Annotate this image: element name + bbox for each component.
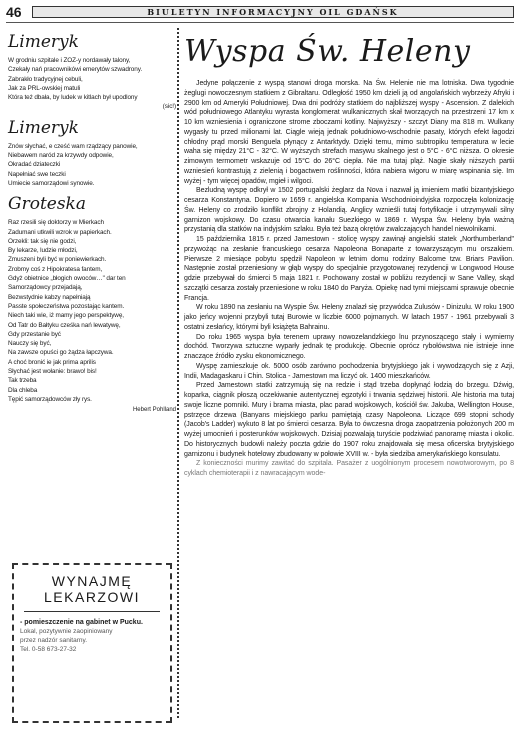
poem-line: Jak za PRL-owskiej matuli — [8, 84, 81, 92]
poem-line: Która też dbała, by ludek w kitlach był upodlony — [8, 94, 138, 102]
ad-line: przez nadzór sanitarny. — [20, 637, 88, 644]
poem-title: Limeryk — [8, 117, 79, 138]
poem-line: Od Tatr do Bałtyku cześka nań lewatywę, — [8, 321, 121, 329]
poem-line: Passte społeczeństwa pozostając kantem. — [8, 302, 125, 310]
article-paragraph: Jedyne połączenie z wyspą stanowi droga morska. Na Św. Helenie nie ma lotniska. Dwa tygodnie żeglugi nowoczesnym statkiem z Gibraltaru. Odległość 1950 km dzieli ją od angolańskich wybrzeży Afryki i 2900 km od Ameryki Południowej. Dwa dni podróży statkiem do najbliższej wyspy - Ascension. Z dalekich wód południowego Atlantyku wyrasta konglomerat wulkanicznych skał tworzących na przestrzeni 17 km x 10 km wzniesienia i ograniczone strome zboczami kotliny. Najwyższy - szczyt Diany ma 818 m. Wulkany wygasły tu przed milionami lat. Ciągle wieją jednak południowo-wschodnie pasaty, których efekt łagodzi chłodny prąd morski Benguela płynący z Antarktydy. Dzięki temu, mimo subtropiku temperatura w lecie waha się między 21°C - 32°C. W wyższych strefach masywu skalnego jest o 5°C - 6°C niższa. O okresie zimowym termometr wskazuje od 15°C do 26°C ciepła. Nie ma tutaj pląż. Nagie skały niższych partii wzniesień kontrastują z zielenią i bogactwem roślinności, która nabiera wigoru w miarę wspinania się. Im wyżej - tym więcej opadów, mgieł i wilgoci. — [184, 80, 514, 185]
poem-line: Tak trzeba — [8, 377, 37, 385]
ad-phone: Tel. 0-58 673-27-32 — [20, 646, 77, 653]
poem-line: Na zawsze opuści go żądza łapczywa. — [8, 349, 114, 357]
poem — [8, 32, 176, 112]
poem-line: Gdy przestanie być — [8, 330, 61, 338]
poem-line: Zmuszeni byli być w poniewierkach. — [8, 256, 107, 264]
article-paragraph: Bezludną wyspę odkrył w 1502 portugalski żeglarz da Nova i nazwał ją imieniem matki bizantyjskiego cesarza Konstantyna. Dopiero w 1659 r. angielska Kompania Wschodnioindyjska rozpoczęła kolonizację Św. Heleny co zrodziło konflikt zbrojny z Holandią. Anglicy wznieśli tutaj fortyfikacje i utrzymywali silny garnizon wojskowy. Do czasu otwarcia kanału Suezkiego w 1869 r. Wyspa Św. Heleny była ważną przystanią dla statków na indyjskim szlaku. Była też bazą okrętów zwalczających handel niewolnikami. — [184, 187, 514, 234]
poem-note: (sic!) — [162, 103, 176, 111]
poem-author: Hebert Pohlland — [132, 407, 176, 414]
article-paragraph: Do roku 1965 wyspa była terenem uprawy nowozelandzkiego lnu przynoszącego stały i wymierny dochód. Tworzywa sztuczne wyparły jednak tę produkcję. Obecnie oprócz rybołówstwa nie istnieje inne znaczące źródło zysku ekonomicznego. — [184, 333, 514, 360]
poem-line: Nauczy się być, — [8, 340, 52, 348]
poem — [8, 118, 176, 188]
poem — [8, 194, 176, 413]
poem-line: W grodniu szpitale i ZOZ-y nordawały talony, — [8, 57, 131, 64]
article-paragraph: 15 października 1815 r. przed Jamestown - stolicę wyspy zawinął angielski statek „Northumberland" przywożąc na zesłanie francuskiego cesarza Napoleona Bonaparte z towarzyszącym mu orszakiem. Pierwsze 2 miesiące pobytu spędził Napoleon w letnim domu rodziny Balcome tzw. Briars Pavilion. Następnie został przeniesiony w głąb wyspy do specjalnie przygotowanej rezydencji w Longwood House gdzie przebywał do śmierci 5 maja 1821 r. Pochowany został w pobliżu rezydencji w Sane Valley, skąd szczątki cesarza zostały przeniesione w roku 1840 do Paryża. Opiekę nad tymi miejscami sprawuje obecnie Francja. — [184, 236, 514, 302]
poem-line: Zadumani utkwili wzrok w papierkach. — [8, 228, 112, 236]
article-paragraph: Przed Jamestown statki zatrzymują się na redzie i stąd trzeba dopłynąć łodzią do brzegu. Dźwig, koparka, ciągnik płoszą oczekiwanie autentycznej egzotyki i trwania sędziwej historii. Ale historia ma tutaj swoje liczne pomniki. Mury i brama miasta, plac parad wojskowych, kościół św. Jakuba, Wellington House, pstrzęce drzewa (Banyans miejskiego parku pamiętają czasy Napoleona. Liczące 699 stopni schody (Jacob's Ladder) wykuto 8 lat po śmierci cesarza. Była to ówczesna droga zaopatrzenia położonych 200 m wyżej umocnień i posterunków wojskowych. Dzisiaj pozwalają turyście podziwiać panoramę miasta i okolic. Do historycznych budowli należy poczta gdzie do 1907 roku znajdowała się mesa oficerska brytyjskiego garnizonu i budynek hotelowy zbudowany w połowie XVIII w. - była siedziba amerykańskiego konsulatu. — [184, 382, 514, 458]
ad-title-line: LEKARZOWI — [44, 589, 140, 605]
poem-line: Zabrakło tradycyjnej cebuli, — [8, 75, 83, 83]
poem-line: Niebawem naród za krzywdy odpowie, — [8, 152, 114, 160]
poem-line: Raz rzesili się doktorzy w Mierkach — [8, 219, 104, 227]
page-number: 46 — [6, 4, 22, 20]
header-rule — [6, 22, 514, 23]
article-title: Wyspa Św. Heleny — [184, 34, 471, 69]
article-paragraph: Z konieczności murimy zawitać do szpitala. Pasażer z uogólnionym procesem nowotworowym, po 8 cyklach chemioterapii i z nawracającym wode- — [184, 460, 514, 477]
poem-line: Napełniać swe teczki — [8, 170, 66, 178]
column-divider — [177, 28, 179, 718]
article-paragraph: Wyspę zamieszkuje ok. 5000 osób zarówno pochodzenia brytyjskiego jak i wywodzących się z Azji, Indii, Madagaskaru i Chin. Stolica - Jamestown ma liczyć ok. 1400 mieszkańców. — [184, 362, 514, 380]
article — [184, 30, 514, 479]
poem-line: Słychać jest wołanie: brawo! bis! — [8, 368, 97, 376]
ad-line: Lokal, pozytywnie zaopiniowany — [20, 628, 113, 635]
poem-line: Okradać dziateczki — [8, 161, 61, 169]
poem-line: Tępić samorządowców zły rys. — [8, 395, 92, 403]
poem-line: Zrobmy coś z Hipokratesa fantem, — [8, 265, 103, 273]
ad-subtitle: - pomieszczenie na gabinet w Pucku. — [20, 619, 143, 626]
poem-line: Umiecie samorządowi synowie. — [8, 179, 95, 187]
poem-line: Znów słychać, e cześć wam rządzący panowie, — [8, 142, 138, 150]
article-paragraph: W roku 1890 na zesłaniu na Wyspie Św. Heleny znalazł się przywódca Zulusów - Dinizulu. W roku 1900 jako jeńcy wojenni przybyli tutaj Burowie w liczbie 6000 pojmanych. W latach 1957 - 1961 przebywali 3 ostatni zesłańcy, którymi byli książęta Bahrainu. — [184, 304, 514, 331]
poem-line: Dla chleba — [8, 386, 38, 394]
poems-column — [8, 26, 176, 413]
page-header — [6, 4, 514, 20]
poem-line: Bezwstydnie kabzy napełniają — [8, 293, 91, 301]
ad-divider — [24, 611, 160, 612]
poem-line: Orzekli: tak się nie godzi, — [8, 237, 77, 245]
poem-line: Czekały nań pracownikówi emerytów szwadrony. — [8, 66, 143, 74]
poem-title: Groteska — [8, 194, 86, 215]
classified-ad — [12, 563, 172, 723]
poem-line: Gdyż obietnice „błogich owoców…" dar ten — [8, 275, 126, 283]
poem-line: By lekarze, ludzie młodzi, — [8, 247, 78, 255]
poem-line: Niech taki wie, iż mamy jego perspektywę, — [8, 312, 124, 320]
poem-line: Samorządowcy przejadają, — [8, 284, 83, 292]
ad-title-line: WYNAJMĘ — [51, 573, 133, 589]
poem-title: Limeryk — [8, 32, 79, 52]
poem-line: A choć bronić ie jak prima aprilis — [8, 358, 96, 366]
publication-title: BIULETYN INFORMACYJNY OIL GDAŃSK — [32, 6, 514, 18]
